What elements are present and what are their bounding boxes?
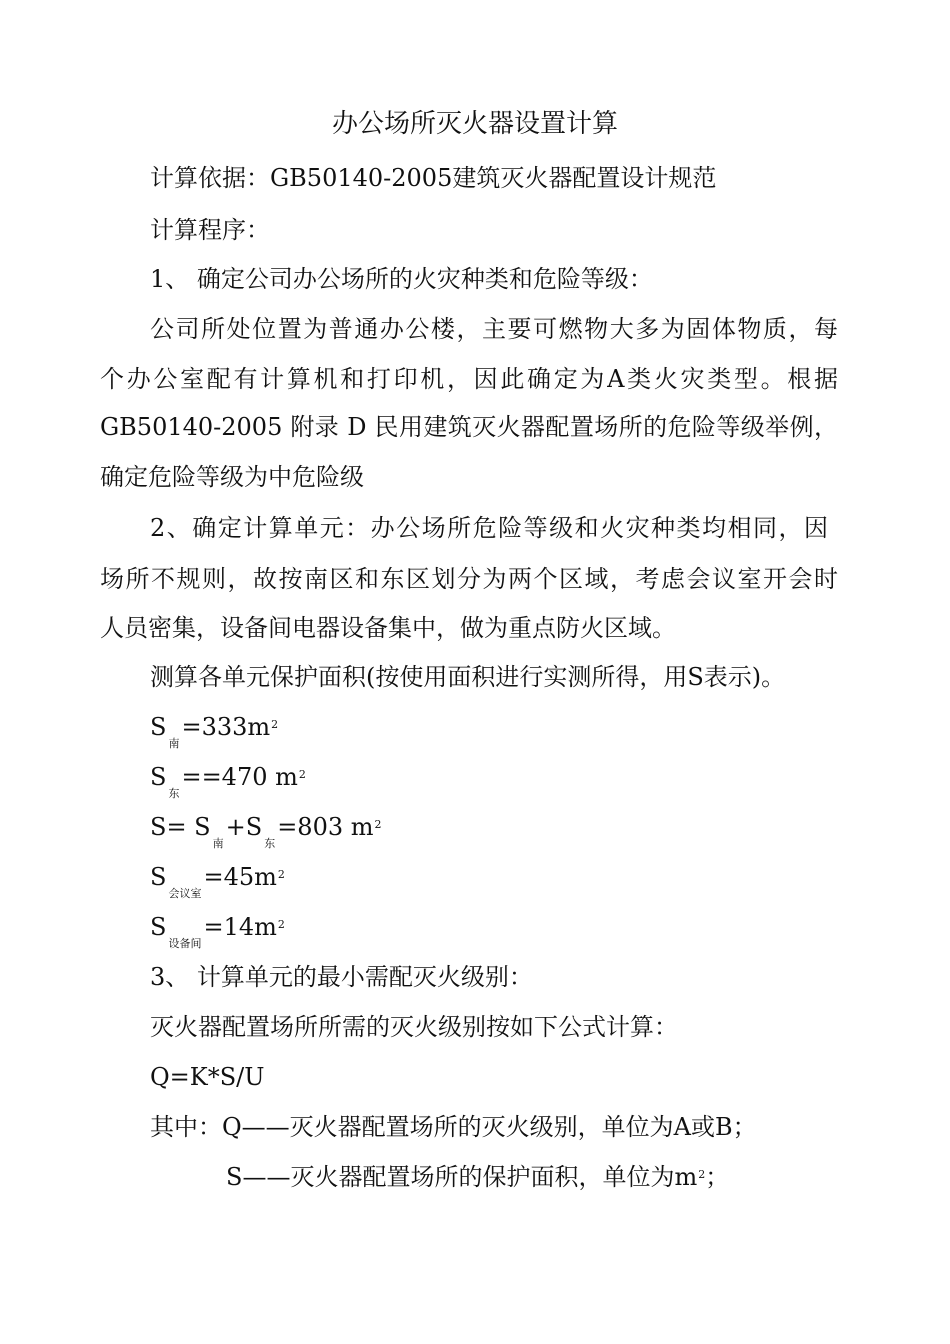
area-value: ==470 m: [181, 763, 298, 791]
unit-exponent: 2: [271, 718, 279, 731]
unit-exponent: 2: [277, 868, 285, 881]
unit-exponent: 2: [374, 818, 382, 831]
formula-where-s: [226, 1161, 729, 1198]
step2-line: 人员密集，设备间电器设备集中，做为重点防火区域。: [100, 614, 676, 642]
area-symbol: S= S: [150, 813, 211, 841]
unit-exponent: 2: [298, 768, 306, 781]
step2-line: 场所不规则，故按南区和东区划分为两个区域，考虑会议室开会时: [100, 565, 838, 593]
area-total: [150, 811, 382, 848]
formula: Q=K*S/U: [150, 1063, 265, 1091]
formula-where-s-end: ；: [705, 1163, 730, 1191]
area-subscript: 会议室: [168, 887, 202, 900]
area-subscript: 东: [264, 837, 276, 850]
formula-where-q: 其中：Q——灭火器配置场所的灭火级别，单位为A或B；: [150, 1113, 757, 1141]
area-symbol: S: [150, 913, 167, 941]
area-value: =333m: [181, 713, 271, 741]
area-subscript: 东: [168, 787, 180, 800]
area-south: [150, 711, 278, 748]
area-meeting-room: [150, 861, 285, 898]
area-east: [150, 761, 306, 798]
formula-where-s-text: S——灭火器配置场所的保护面积，单位为m: [226, 1163, 698, 1191]
area-value: =45m: [203, 863, 277, 891]
area-measure-note: 测算各单元保护面积(按使用面积进行实测所得，用S表示)。: [150, 663, 786, 691]
area-symbol: S: [150, 713, 167, 741]
calc-basis: 计算依据：GB50140-2005建筑灭火器配置设计规范: [150, 164, 717, 192]
area-subscript: 设备间: [168, 937, 202, 950]
document-title: 办公场所灭火器设置计算: [331, 109, 618, 139]
step1-line: 公司所处位置为普通办公楼，主要可燃物大多为固体物质，每: [150, 315, 838, 343]
calc-procedure-label: 计算程序：: [150, 216, 270, 244]
step1-line: 确定危险等级为中危险级: [100, 463, 364, 491]
unit-exponent: 2: [277, 918, 285, 931]
area-symbol: S: [150, 763, 167, 791]
step1-heading: 1、 确定公司办公场所的火灾种类和危险等级：: [150, 265, 653, 293]
step1-line: GB50140-2005 附录 D 民用建筑灭火器配置场所的危险等级举例，: [100, 413, 838, 441]
step3-heading: 3、 计算单元的最小需配灭火级别：: [150, 963, 533, 991]
area-plus: +S: [225, 813, 263, 841]
area-equipment-room: [150, 911, 285, 948]
step1-line: 个办公室配有计算机和打印机，因此确定为A类火灾类型。根据: [100, 365, 838, 393]
area-value: =14m: [203, 913, 277, 941]
formula-intro: 灭火器配置场所所需的灭火级别按如下公式计算：: [150, 1013, 678, 1041]
unit-exponent: 2: [698, 1168, 706, 1181]
area-subscript: 南: [212, 837, 224, 850]
area-subscript: 南: [168, 737, 180, 750]
area-value: =803 m: [277, 813, 374, 841]
step2-line: 2、确定计算单元：办公场所危险等级和火灾种类均相同，因: [150, 514, 828, 542]
area-symbol: S: [150, 863, 167, 891]
